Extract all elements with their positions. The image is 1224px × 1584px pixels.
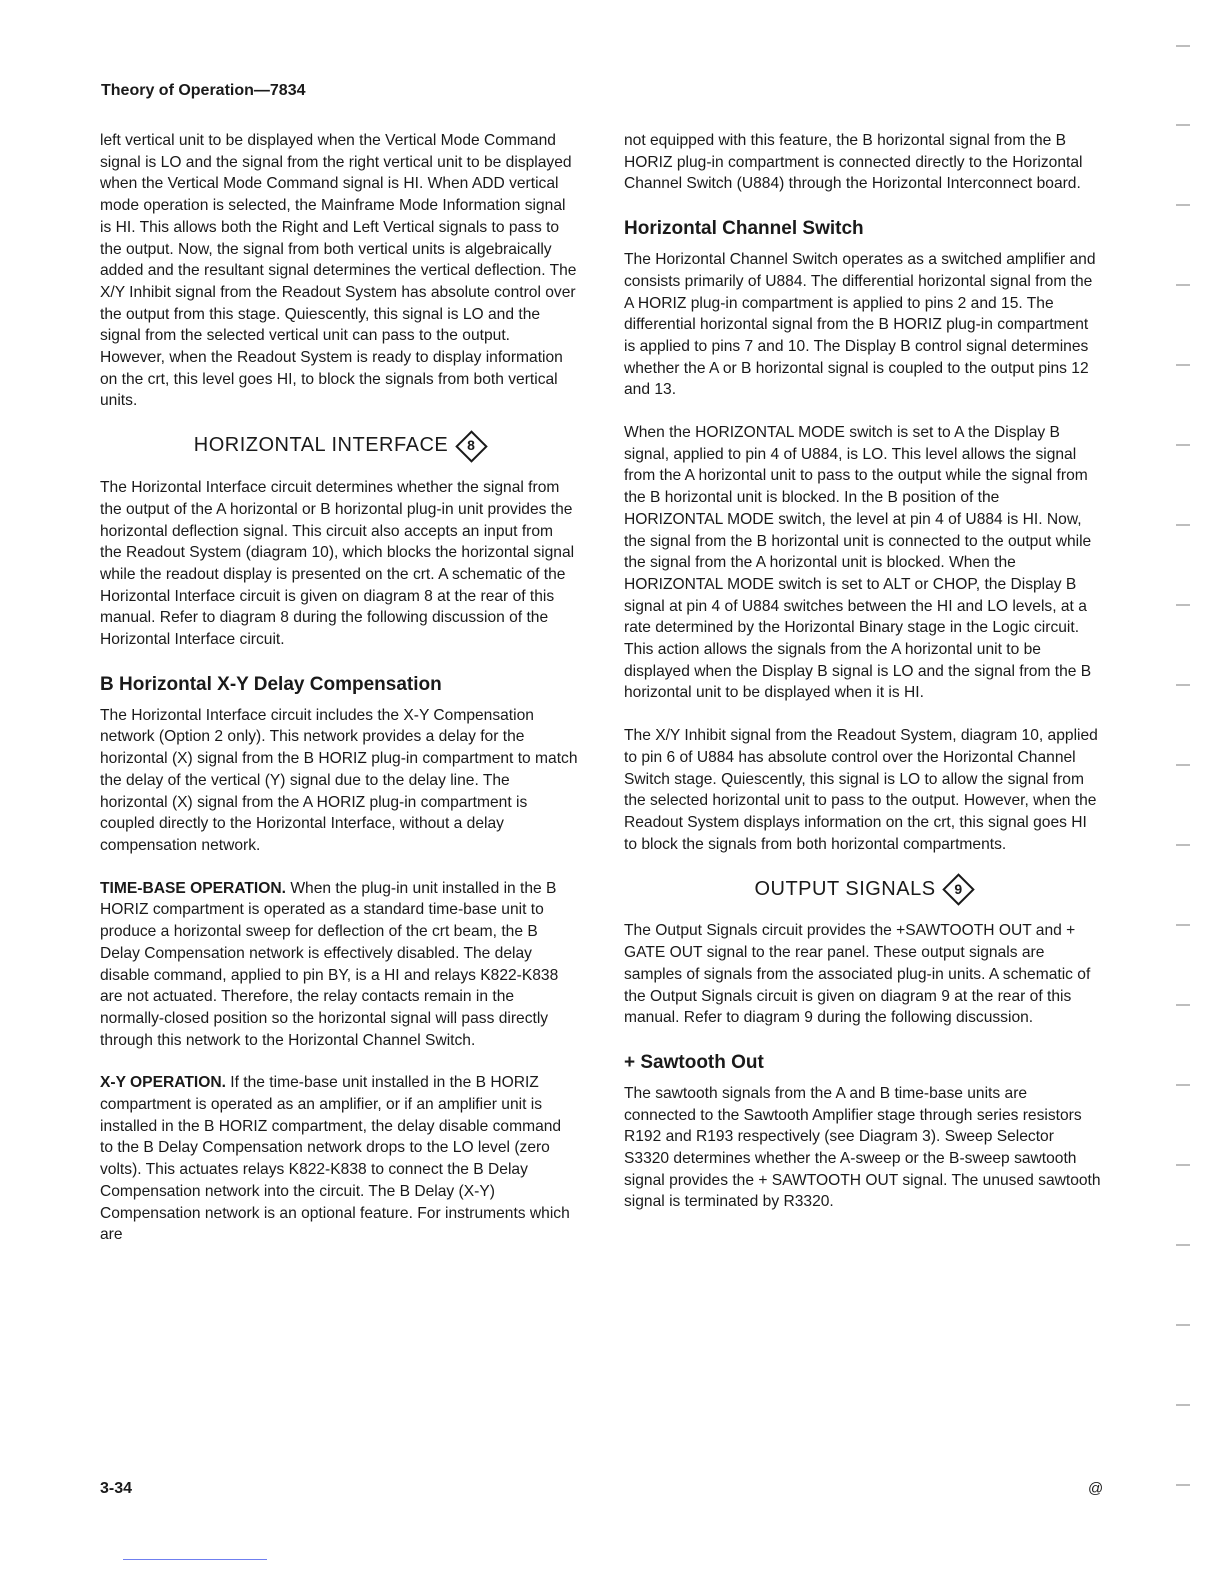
page-number: 3-34 xyxy=(100,1480,133,1497)
xy-delay-heading: B Horizontal X-Y Delay Compensation xyxy=(100,673,442,695)
output-signals-title: OUTPUT SIGNALS xyxy=(754,877,936,900)
margin-mark xyxy=(1176,684,1190,686)
timebase-text: When the plug-in unit installed in the B HORIZ compartment is operated as a standard time-base unit to produce a horizontal sweep for deflection of the crt beam, the B Delay Compensation network is effectively disabled. The delay disable command, applied to pin BY, is a HI and relays K822-K838 are not actuated. Therefore, the relay contacts remain in the normally-closed position so the horizontal signal will pass directly through this network to the Horizontal Channel Switch. xyxy=(100,879,559,1049)
margin-mark xyxy=(1176,1244,1190,1246)
output-signals-heading xyxy=(624,876,1102,902)
margin-mark xyxy=(1176,1164,1190,1166)
xy-inhibit-paragraph: The X/Y Inhibit signal from the Readout System, diagram 10, applied to pin 6 of U884 has absolute control over the Horizontal Channel Switch stage. Quiescently, this signal is LO to allow the signal from the selected horizontal unit to pass to the output. However, when the Readout System displays information on the crt, this signal goes HI to block the signals from both horizontal compartments. xyxy=(624,727,1098,853)
channel-switch-paragraph: The Horizontal Channel Switch operates as a switched amplifier and consists primarily of U884. The differential horizontal signal from the A HORIZ plug-in compartment is applied to pins 2 and 15. The differential horizontal signal from the B HORIZ plug-in compartment is applied to pins 7 and 10. The Display B control signal determines whether the A or B horizontal signal is coupled to the output pins 12 and 13. xyxy=(624,251,1096,399)
scan-divider xyxy=(123,1559,267,1560)
margin-mark xyxy=(1176,604,1190,606)
margin-mark xyxy=(1176,844,1190,846)
margin-mark xyxy=(1176,1324,1190,1326)
xy-delay-paragraph: The Horizontal Interface circuit includes the X-Y Compensation network (Option 2 only). This network provides a delay for the horizontal (X) signal from the B HORIZ plug-in compartment to match the delay of the vertical (Y) signal due to the delay line. The horizontal (X) signal from the A HORIZ plug-in compartment is coupled directly to the Horizontal Interface, without a delay compensation network. xyxy=(100,706,578,854)
right-column xyxy=(624,130,1102,1234)
diagram-number-icon: 9 xyxy=(946,876,972,902)
revision-symbol: @ xyxy=(1088,1480,1104,1497)
continuation-paragraph: not equipped with this feature, the B horizontal signal from the B HORIZ plug-in compartment is connected directly to the Horizontal Channel Switch (U884) through the Horizontal Interconnect board. xyxy=(624,132,1083,193)
margin-mark xyxy=(1176,524,1190,526)
sawtooth-paragraph: The sawtooth signals from the A and B time-base units are connected to the Sawtooth Amplifier stage through series resistors R192 and R193 respectively (see Diagram 3). Sweep Selector S3320 determines whether the A-sweep or the B-sweep sawtooth signal provides the + SAWTOOTH OUT signal. The unused sawtooth signal is terminated by R3320. xyxy=(624,1084,1101,1211)
margin-mark xyxy=(1176,1404,1190,1406)
margin-mark xyxy=(1176,284,1190,286)
timebase-label: TIME-BASE OPERATION. xyxy=(100,879,286,897)
margin-mark xyxy=(1176,1484,1190,1486)
intro-paragraph: left vertical unit to be displayed when the Vertical Mode Command signal is LO and the signal from the right vertical unit to be displayed when the Vertical Mode Command signal is HI. When ADD vertical mode operation is selected, the Mainframe Mode Information signal is HI. This allows both the Right and Left Vertical signals to pass to the output. Now, the signal from both vertical units is algebraically added and the resultant signal determines the vertical deflection. The X/Y Inhibit signal from the Readout System has absolute control over the output from this stage. Quiescently, this signal is LO and the signal from the selected vertical unit can pass to the output. However, when the Readout System is ready to display information on the crt, this level goes HI, to block the signals from both vertical units. xyxy=(100,132,577,410)
xy-operation-label: X-Y OPERATION. xyxy=(100,1074,226,1092)
margin-mark xyxy=(1176,924,1190,926)
margin-mark xyxy=(1176,45,1190,47)
output-signals-paragraph: The Output Signals circuit provides the +SAWTOOTH OUT and + GATE OUT signal to the rear panel. These output signals are samples of signals from the associated plug-in units. A schematic of the Output Signals circuit is given on diagram 9 at the rear of this manual. Refer to diagram 9 during the following discussion. xyxy=(624,922,1091,1027)
xy-operation-paragraph xyxy=(100,1072,578,1246)
margin-mark xyxy=(1176,764,1190,766)
margin-mark xyxy=(1176,444,1190,446)
margin-mark xyxy=(1176,1004,1190,1006)
margin-mark xyxy=(1176,364,1190,366)
channel-switch-heading: Horizontal Channel Switch xyxy=(624,218,864,240)
horizontal-interface-title: HORIZONTAL INTERFACE xyxy=(193,434,449,457)
horizontal-interface-paragraph: The Horizontal Interface circuit determines whether the signal from the output of the A horizontal or B horizontal plug-in unit provides the horizontal deflection signal. This circuit also accepts an input from the Readout System (diagram 10), which blocks the horizontal signal while the readout display is presented on the crt. A schematic of the Horizontal Interface circuit is given on diagram 8 at the rear of this manual. Refer to diagram 8 during the following discussion of the Horizontal Interface circuit. xyxy=(100,479,575,649)
left-column xyxy=(100,130,578,1267)
sawtooth-heading: + Sawtooth Out xyxy=(624,1051,764,1073)
margin-mark xyxy=(1176,1084,1190,1086)
page-header: Theory of Operation—7834 xyxy=(101,82,306,99)
xy-operation-text: If the time-base unit installed in the B HORIZ compartment is operated as an amplifier, or if an amplifier unit is installed in the B HORIZ compartment, the delay disable command to the B Delay Compensation network drops to the LO level (zero volts). This actuates relays K822-K838 to connect the B Delay Compensation network into the circuit. The B Delay (X-Y) Compensation network is an optional feature. For instruments which are xyxy=(100,1074,570,1244)
diagram-number-icon: 8 xyxy=(458,433,484,459)
horizontal-interface-heading xyxy=(100,433,578,459)
margin-mark xyxy=(1176,204,1190,206)
timebase-paragraph xyxy=(100,878,578,1052)
horizontal-mode-paragraph: When the HORIZONTAL MODE switch is set to A the Display B signal, applied to pin 4 of U884, is LO. This level allows the signal from the A horizontal unit to pass to the output while the signal from the B horizontal unit is blocked. In the B position of the HORIZONTAL MODE switch, the level at pin 4 of U884 is HI. Now, the signal from the B horizontal unit is connected to the output while the signal from the A horizontal unit is blocked. When the HORIZONTAL MODE switch is set to ALT or CHOP, the Display B signal at pin 4 of U884 switches between the HI and LO levels, at a rate determined by the Horizontal Binary stage in the Logic circuit. This action allows the signals from the A horizontal unit to be displayed when the Display B signal is LO and the signal from the B horizontal unit to be displayed when it is HI. xyxy=(624,424,1092,702)
margin-mark xyxy=(1176,124,1190,126)
